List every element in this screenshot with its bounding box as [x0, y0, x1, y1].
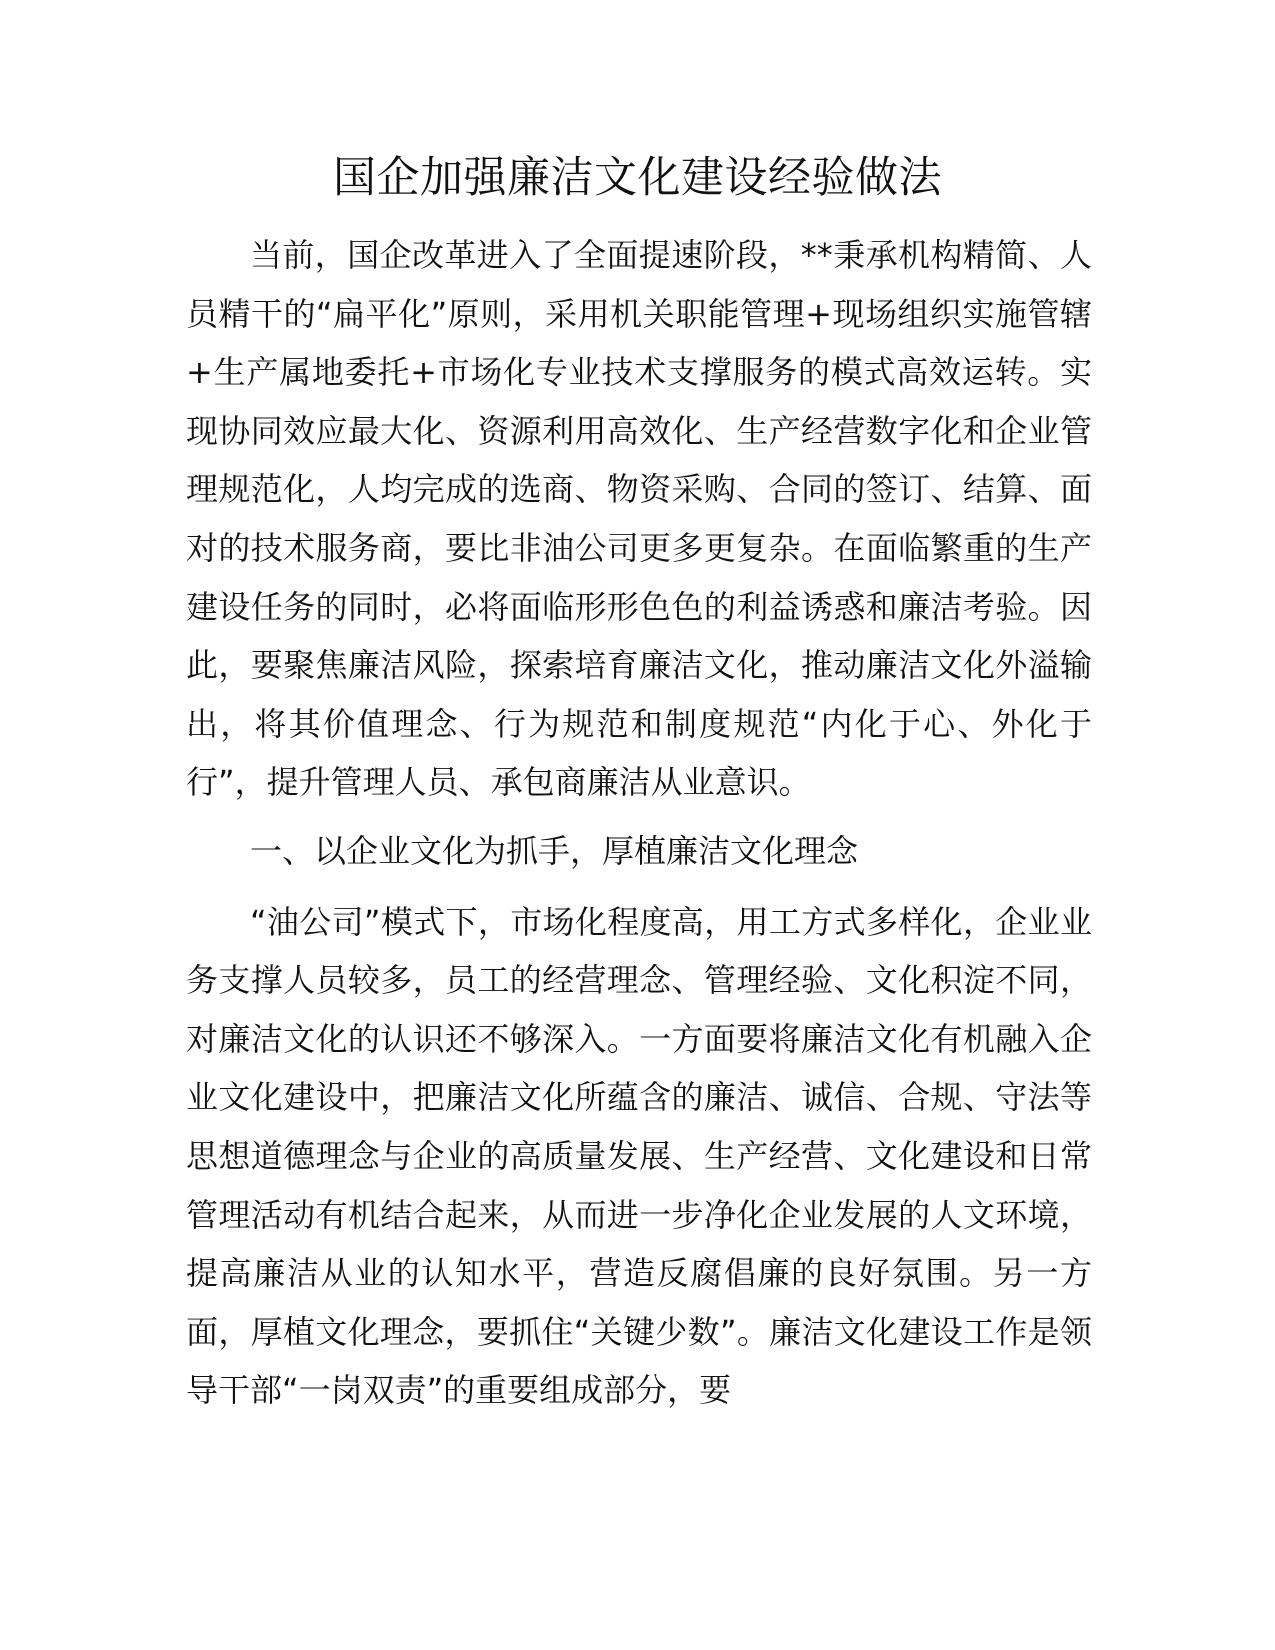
paragraph-intro: 当前，国企改革进入了全面提速阶段，**秉承机构精简、人员精干的“扁平化”原则，采用机关职能管理+现场组织实施管辖+生产属地委托+市场化专业技术支撑服务的模式高效运转。实现协同效应最大化、资源利用高效化、生产经营数字化和企业管理规范化，人均完成的选商、物资采购、合同的签订、结算、面对的技术服务商，要比非油公司更多更复杂。在面临繁重的生产建设任务的同时，必将面临形形色色的利益诱惑和廉洁考验。因此，要聚焦廉洁风险，探索培育廉洁文化，推动廉洁文化外溢输出，将其价值理念、行为规范和制度规范“内化于心、外化于行”，提升管理人员、承包商廉洁从业意识。 — [186, 236, 1092, 802]
paragraph-section-1: “油公司”模式下，市场化程度高，用工方式多样化，企业业务支撑人员较多，员工的经营理念、管理经验、文化积淀不同，对廉洁文化的认识还不够深入。一方面要将廉洁文化有机融入企业文化建设中，把廉洁文化所蕴含的廉洁、诚信、合规、守法等思想道德理念与企业的高质量发展、生产经营、文化建设和日常管理活动有机结合起来，从而进一步净化企业发展的人文环境，提高廉洁从业的认知水平，营造反腐倡廉的良好氛围。另一方面，厚植文化理念，要抓住“关键少数”。廉洁文化建设工作是领导干部“一岗双责”的重要组成部分，要 — [186, 902, 1092, 1410]
document-title: 国企加强廉洁文化建设经验做法 — [333, 153, 942, 203]
document-body — [186, 226, 1092, 1420]
section-heading-1: 一、以企业文化为抓手，厚植廉洁文化理念 — [250, 831, 859, 870]
